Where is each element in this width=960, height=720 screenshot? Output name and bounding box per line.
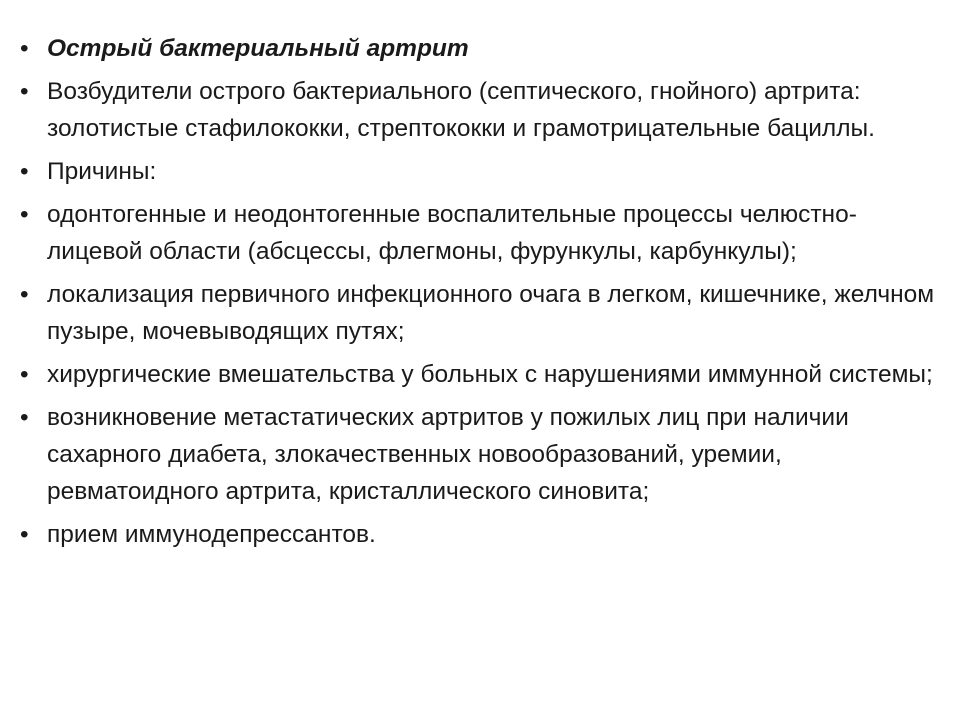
list-item-text: возникновение метастатических артритов у пожилых лиц при наличии сахарного диабета, злокачественных новообразований, уремии, ревматоидного артрита, кристаллического синовита;: [47, 404, 849, 505]
bullet-icon: •: [20, 78, 29, 105]
bullet-icon: •: [20, 404, 29, 431]
list-item-text: Возбудители острого бактериального (септического, гнойного) артрита: золотистые стафилококки, стрептококки и грамотрицательные бациллы.: [47, 78, 875, 142]
list-item-text: Причины:: [47, 158, 157, 185]
bullet-icon: •: [20, 158, 29, 185]
list-item-text: одонтогенные и неодонтогенные воспалительные процессы челюстно-лицевой области (абсцессы, флегмоны, фурункулы, карбункулы);: [47, 201, 857, 265]
list-item: [20, 153, 950, 190]
list-item: [20, 516, 950, 553]
list-item-text: локализация первичного инфекционного очага в легком, кишечнике, желчном пузыре, мочевыводящих путях;: [47, 281, 935, 345]
list-item-text: прием иммунодепрессантов.: [47, 521, 376, 548]
list-item-title: [20, 30, 950, 67]
list-item: [20, 73, 950, 147]
list-item: [20, 399, 950, 510]
bullet-icon: •: [20, 521, 29, 548]
bullet-icon: •: [20, 361, 29, 388]
list-item: [20, 196, 950, 270]
bullet-icon: •: [20, 201, 29, 228]
list-item: [20, 356, 950, 393]
bullet-icon: •: [20, 35, 29, 62]
list-item-text: Острый бактериальный артрит: [47, 35, 469, 62]
list-item-text: хирургические вмешательства у больных с нарушениями иммунной системы;: [47, 361, 933, 388]
bullet-icon: •: [20, 281, 29, 308]
list-item: [20, 276, 950, 350]
bullet-list: [20, 30, 950, 559]
